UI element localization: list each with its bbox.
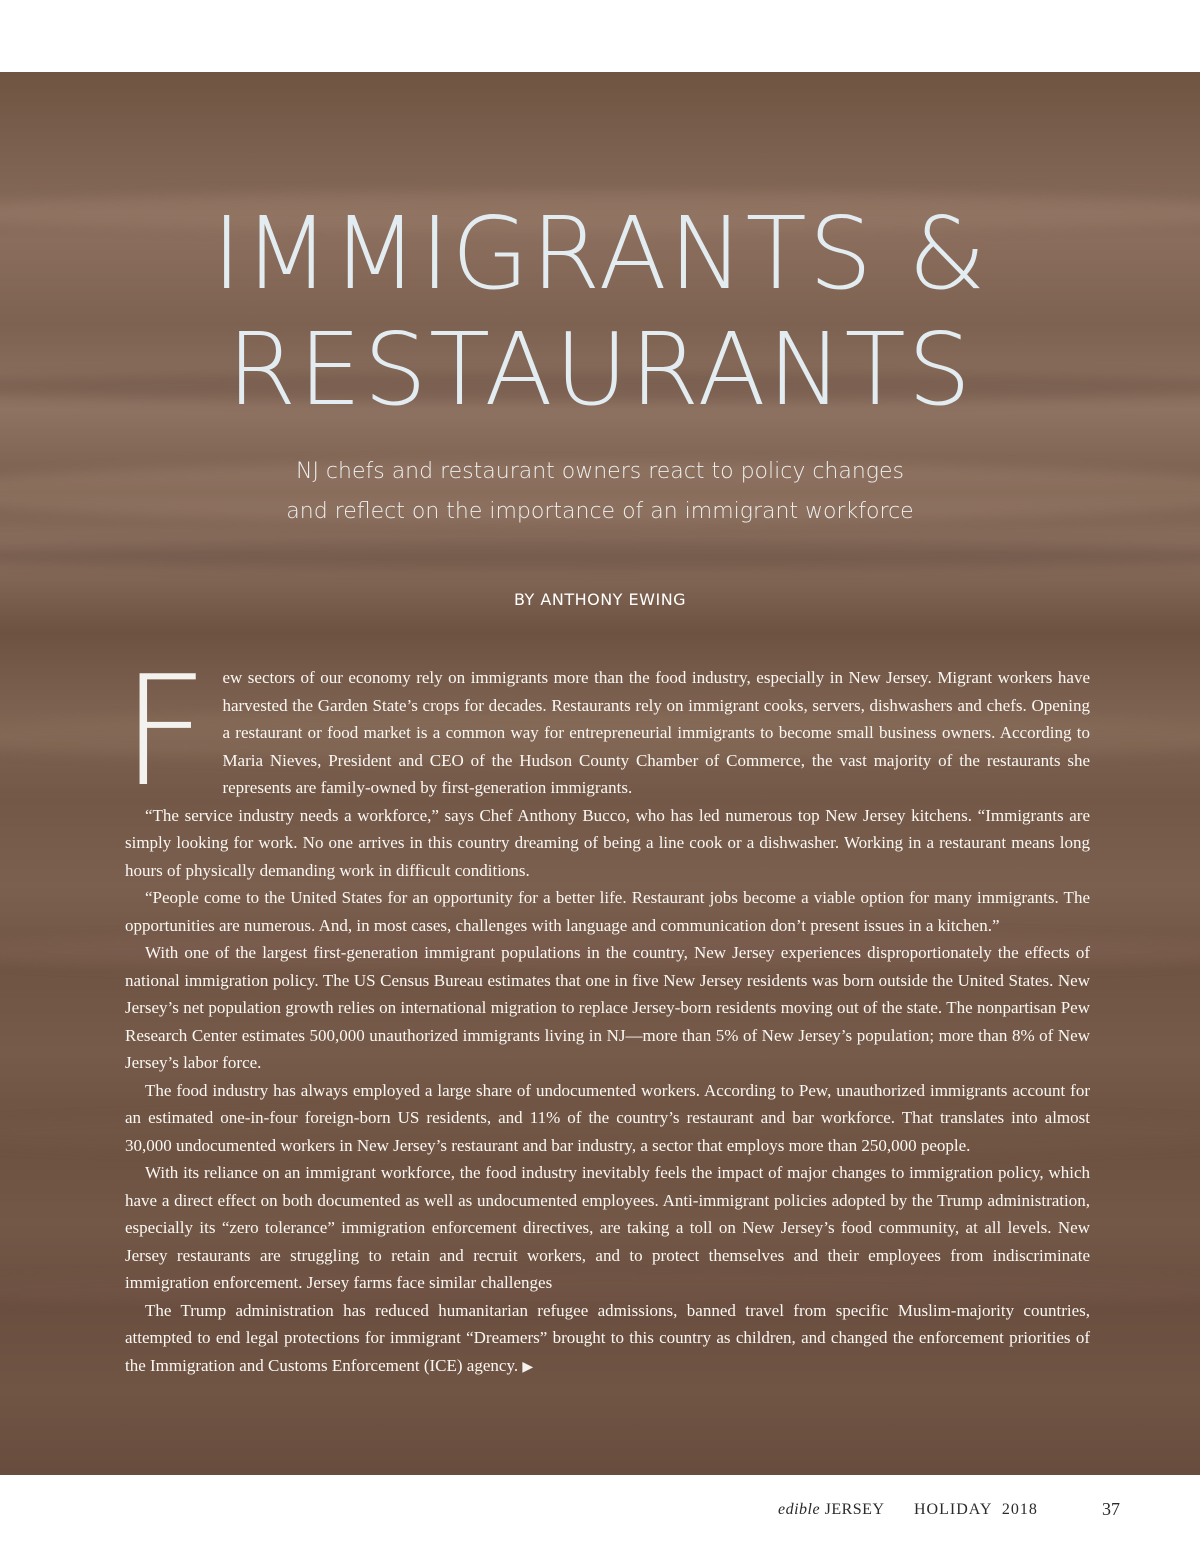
article-paragraph bbox=[121, 643, 1090, 820]
magazine-name bbox=[778, 1501, 885, 1519]
magazine-name-italic: edible bbox=[778, 1501, 821, 1518]
article-body bbox=[121, 643, 1090, 1381]
article-paragraph: “The service industry needs a workforce,” says Chef Anthony Bucco, who has led numerous top New Jersey kitchens. “Immigrants are simply looking for work. No one arrives in this country dreaming of being a line cook or a dishwasher. Working in a restaurant means long hours of physically demanding work in difficult conditions. bbox=[125, 805, 1090, 880]
article-paragraph: “People come to the United States for an opportunity for a better life. Restaurant jobs become a viable option for many immigrants. The opportunities are numerous. And, in most cases, challenges with language and communication don’t present issues in a kitchen.” bbox=[125, 888, 1090, 935]
article-title bbox=[0, 196, 1200, 428]
paragraph-text: ew sectors of our economy rely on immigrants more than the food industry, especially in New Jersey. Migrant workers have harvested the Garden State’s crops for decades. Restaurants rely on immigrant cooks, servers, dishwashers and chefs. Opening a restaurant or food market is a common way for entrepreneurial immigrants to become small business owners. According to Maria Nieves, President and CEO of the Hudson County Chamber of Commerce, the vast majority of the restaurants she represents are family-owned by first-generation immigrants. bbox=[222, 668, 1090, 797]
top-margin bbox=[0, 0, 1200, 72]
continue-arrow-icon: ▶ bbox=[522, 1358, 534, 1375]
title-line-2: RESTAURANTS bbox=[226, 311, 974, 428]
byline: BY ANTHONY EWING bbox=[513, 590, 687, 609]
paragraph-text: The Trump administration has reduced humanitarian refugee admissions, banned travel from specific Muslim-majority countries, attempted to end legal protections for immigrant “Dreamers” brought to this country as children, and changed the enforcement priorities of the Immigration and Customs Enforcement (ICE) agency. bbox=[125, 1300, 1090, 1375]
article-paragraph: The food industry has always employed a large share of undocumented workers. According to Pew, unauthorized immigrants account for an estimated one-in-four foreign-born US residents, and 11% of the country’s restaurant and bar workforce. That translates into almost 30,000 undocumented workers in New Jersey’s restaurant and bar industry, a sector that employs more than 250,000 people. bbox=[125, 1080, 1090, 1155]
article-paragraph bbox=[125, 1297, 1090, 1382]
issue-label: HOLIDAY 2018 bbox=[914, 1501, 1038, 1518]
article-paragraph: With its reliance on an immigrant workforce, the food industry inevitably feels the impact of major changes to immigration policy, which have a direct effect on both documented as well as undocumented employees. Anti-immigrant policies adopted by the Trump administration, especially its “zero tolerance” immigration enforcement directives, are taking a toll on New Jersey’s food community, at all levels. New Jersey restaurants are struggling to retain and recruit workers, and to protect themselves and their employees from indiscriminate immigration enforcement. Jersey farms face similar challenges bbox=[125, 1163, 1090, 1292]
title-line-1: IMMIGRANTS & bbox=[211, 195, 988, 312]
article-subtitle bbox=[0, 452, 1200, 532]
article-paragraph: With one of the largest first-generation immigrant populations in the country, New Jersey experiences disproportionately the effects of national immigration policy. The US Census Bureau estimates that one in five New Jersey residents was born outside the United States. New Jersey’s net population growth relies on international migration to replace Jersey-born residents moving out of the state. The nonpartisan Pew Research Center estimates 500,000 unauthorized immigrants living in NJ—more than 5% of New Jersey’s population; more than 8% of New Jersey’s labor force. bbox=[125, 943, 1090, 1072]
page-number: 37 bbox=[1102, 1499, 1120, 1519]
page-footer bbox=[0, 1475, 1200, 1558]
subtitle-line-1: NJ chefs and restaurant owners react to policy changes bbox=[295, 459, 905, 484]
subtitle-line-2: and reflect on the importance of an immigrant workforce bbox=[286, 499, 914, 524]
motion-streak bbox=[0, 542, 1200, 568]
drop-cap: F bbox=[121, 643, 209, 820]
magazine-name-main: JERSEY bbox=[824, 1501, 885, 1518]
